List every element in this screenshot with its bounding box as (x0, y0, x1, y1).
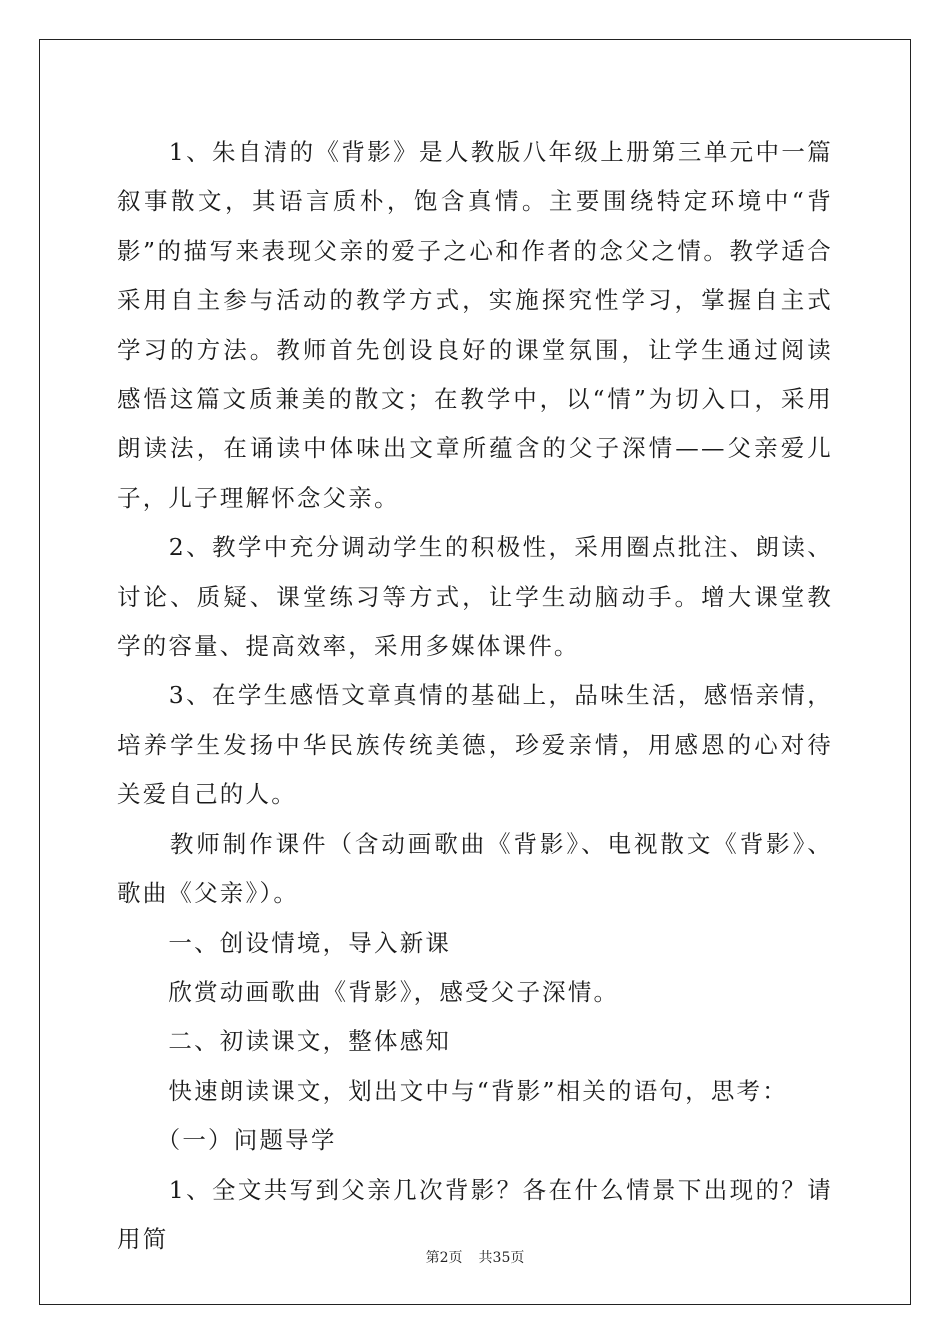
subsection-heading: （一）问题导学 (117, 1126, 337, 1155)
paragraph-3: 3、在学生感悟文章真情的基础上，品味生活，感悟亲情，培养学生发扬中华民族传统美德，珍爱亲情，用感恩的心对待关爱自己的人。 (117, 681, 833, 809)
paragraph-1: 1、朱自清的《背影》是人教版八年级上册第三单元中一篇叙事散文，其语言质朴，饱含真情。主要围绕特定环境中“背影”的描写来表现父亲的爱子之心和作者的念父之情。教学适合采用自主参与活动的教学方式，实施探究性学习，掌握自主式学习的方法。教师首先创设良好的课堂氛围，让学生通过阅读感悟这篇文质兼美的散文；在教学中，以“情”为切入口，采用朗读法，在诵读中体味出文章所蕴含的父子深情——父亲爱儿子，儿子理解怀念父亲。 (117, 138, 833, 512)
section-heading-1: 一、创设情境，导入新课 (117, 928, 452, 957)
page-number: 第2页 (425, 1250, 463, 1266)
paragraph-5: 欣赏动画歌曲《背影》，感受父子深情。 (117, 977, 620, 1006)
paragraph-2: 2、教学中充分调动学生的积极性，采用圈点批注、朗读、讨论、质疑、课堂练习等方式，让学生动脑动手。增大课堂教学的容量、提高效率，采用多媒体课件。 (117, 533, 833, 661)
page-footer (0, 1247, 950, 1267)
section-heading-2: 二、初读课文，整体感知 (117, 1027, 452, 1056)
document-body (117, 128, 833, 1264)
paragraph-7: 1、全文共写到父亲几次背影？各在什么情景下出现的？请用简 (117, 1175, 833, 1253)
page-total: 共35页 (478, 1250, 525, 1266)
paragraph-6: 快速朗读课文，划出文中与“背影”相关的语句，思考： (117, 1076, 788, 1105)
paragraph-4: 教师制作课件（含动画歌曲《背影》、电视散文《背影》、歌曲《父亲》）。 (117, 829, 833, 908)
